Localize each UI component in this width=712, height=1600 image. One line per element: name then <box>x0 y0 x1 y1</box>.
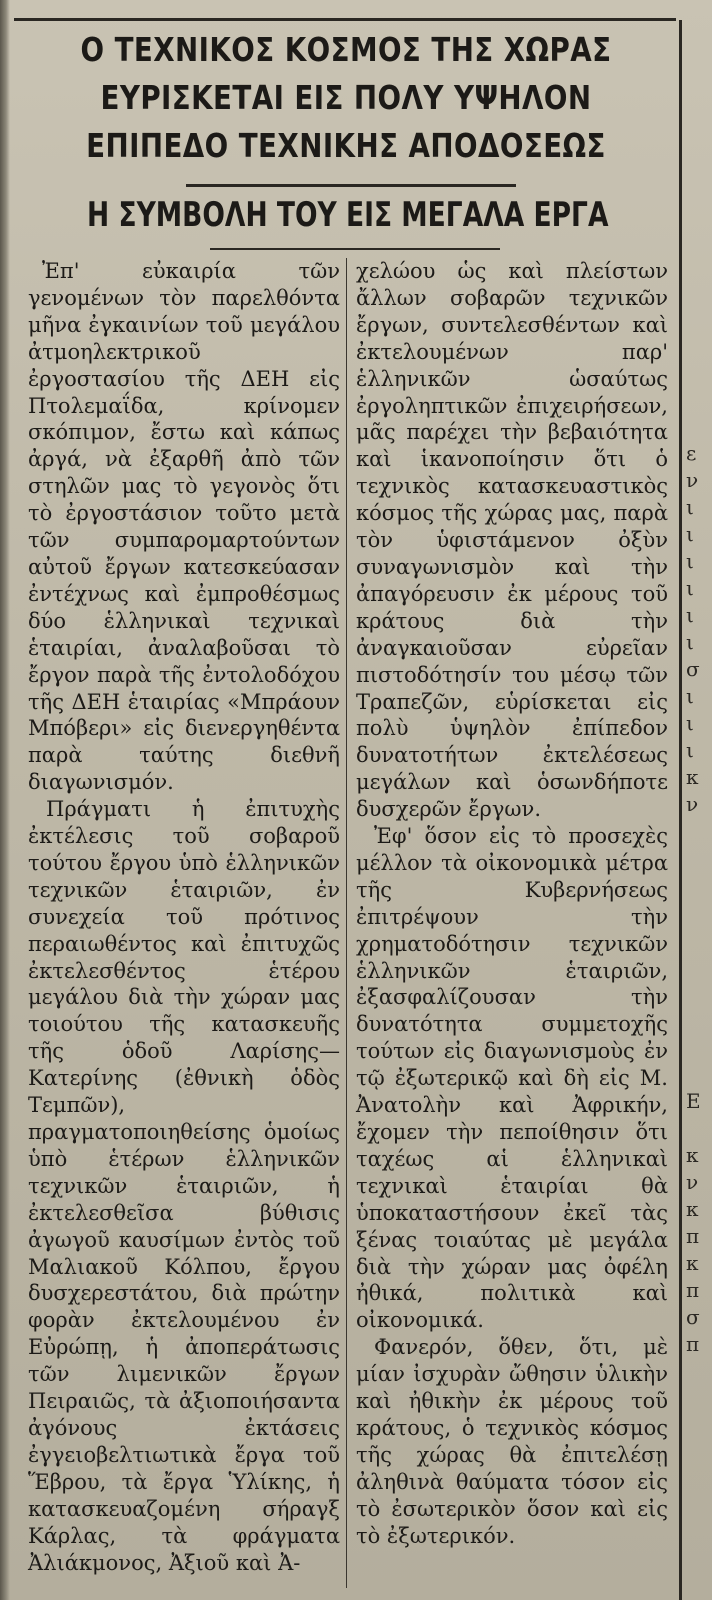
adjacent-column-glyph: ι <box>686 738 694 762</box>
adjacent-column-glyph <box>686 899 708 926</box>
adjacent-column-glyph: π <box>686 1332 700 1356</box>
column-rule-right <box>679 20 682 1600</box>
adjacent-column-glyph <box>686 872 708 899</box>
adjacent-column-glyph <box>686 818 708 845</box>
page-edge-shadow <box>0 0 10 1600</box>
adjacent-column-glyph: κ <box>686 1143 699 1167</box>
adjacent-column-glyph <box>686 845 708 872</box>
adjacent-column-glyph: ι <box>686 711 694 735</box>
adjacent-column-glyph <box>686 980 708 1007</box>
adjacent-column-glyph <box>686 1034 708 1061</box>
paragraph: Φανερόν, ὅθεν, ὅτι, μὲ μίαν ἰσχυρὰν ὤθησιν ὑλικὴν καὶ ἠθικὴν ἐκ μέρους τοῦ κράτους, ὁ τεχνικὸς κόσμος τῆς χώρας θὰ ἐπιτελέσῃ ἀληθινὰ θαύματα τόσον εἰς τὸ ἐσωτερικὸν ὅσον καὶ εἰς τὸ ἐξωτερικόν. <box>356 1335 668 1548</box>
adjacent-column-glyph: Ε <box>686 1089 701 1113</box>
adjacent-column-glyph: ε <box>686 441 697 465</box>
headline-line-2: ΕΥΡΙΣΚΕΤΑΙ ΕΙΣ ΠΟΛΥ ΥΨΗΛΟΝ <box>100 78 592 117</box>
headline-line-3: ΕΠΙΠΕΔΟ ΤΕΧΝΙΚΗΣ ΑΠΟΔΟΣΕΩΣ <box>86 126 606 165</box>
adjacent-column-glyph: κ <box>686 765 699 789</box>
adjacent-column-glyph <box>686 1007 708 1034</box>
adjacent-column-glyph <box>686 953 708 980</box>
paragraph: χελώου ὡς καὶ πλείστων ἄλλων σοβαρῶν τεχνικῶν ἔργων, συντελεσθέντων καὶ ἐκτελουμένων παρ' ἑλληνικῶν ὡσαύτως ἐργοληπτικῶν ἐπιχειρήσεων, μᾶς παρέχει τὴν βεβαιότητα καὶ ἱκανοποίησιν ὅτι ὁ τεχνικὸς κατασκευαστικὸς κόσμος τῆς χώρας μας, παρὰ τὸν ὑφιστάμενον ὀξὺν συναγωνισμὸν καὶ τὴν ἀπαγόρευσιν ἐκ μέρους τοῦ κράτους διὰ τὴν ἀναγκαιοῦσαν εὐρεῖαν πιστοδότησίν του μέσῳ τῶν Τραπεζῶν, εὑρίσκεται εἰς πολὺ ὑψηλὸν ἐπίπεδον δυνατοτήτων ἐκτελέσεως μεγάλων καὶ ὁσωνδήποτε δυσχερῶν ἔργων. <box>356 259 668 822</box>
paragraph: Ἐφ' ὅσον εἰς τὸ προσεχὲς μέλλον τὰ οἰκονομικὰ μέτρα τῆς Κυβερνήσεως ἐπιτρέψουν τὴν χρηματοδότησιν τεχνικῶν ἑλληνικῶν ἑταιριῶν, ἐξασφαλίζουσαν τὴν δυνατότητα συμμετοχῆς τούτων εἰς διαγωνισμοὺς ἐν τῷ ἐξωτερικῷ καὶ δὴ εἰς Μ. Ἀνατολὴν καὶ Ἀφρικήν, ἔχομεν τὴν πεποίθησιν ὅτι ταχέως αἱ ἑλληνικαὶ τεχνικαὶ ἑταιρίαι θὰ ὑποκαταστήσουν ἐκεῖ τὰς ξένας τοιαύτας μὲ μεγάλα διὰ τὴν χώραν μας ὀφέλη ἠθικά, πολιτικὰ καὶ οἰκονομικά. <box>356 824 668 1333</box>
adjacent-column-glyph: ν <box>686 468 699 492</box>
adjacent-column-glyph: π <box>686 1224 700 1248</box>
subheadline-separator <box>210 248 500 250</box>
paragraph: Πράγματι ἡ ἐπιτυχὴς ἐκτέλεσις τοῦ σοβαροῦ τούτου ἔργου ὑπὸ ἑλληνικῶν τεχνικῶν ἑταιριῶν, ἐν συνεχεία τοῦ πρότινος περαιωθέντος καὶ ἐπιτυχῶς ἐκτελεσθέντος ἑτέρου μεγάλου διὰ τὴν χώραν μας τοιούτου τῆς κατασκευῆς τῆς ὁδοῦ Λαρίσης—Κατερίνης (ἐθνικὴ ὁδὸς Τεμπῶν), πραγματοποιηθείσης ὁμοίως ὑπὸ ἑτέρων ἑλληνικῶν τεχνικῶν ἑταιριῶν, ἡ ἐκτελεσθεῖσα βύθισις ἀγωγοῦ καυσίμων ἐντὸς τοῦ Μαλιακοῦ Κόλπου, ἔργου δυσχερεστάτου, διὰ πρώτην φορὰν ἐκτελουμένου ἐν Εὐρώπῃ, ἡ ἀποπεράτωσις τῶν λιμενικῶν ἔργων Πειραιῶς, τὰ ἀξιοποιήσαντα ἀγόνους ἐκτάσεις ἐγγειοβελτιωτικὰ ἔργα τοῦ Ἕβρου, τὰ ἔργα Ὑλίκης, ἡ κατασκευαζομένη σήραγξ Κάρλας, τὰ φράγματα Ἀλιάκμονος, Ἀξιοῦ καὶ Ἀ- <box>28 797 340 1575</box>
adjacent-column-glyph: κ <box>686 1197 699 1221</box>
adjacent-column-glyph: ν <box>686 1170 699 1194</box>
headline-separator <box>186 184 516 187</box>
top-rule <box>14 18 676 21</box>
adjacent-column-glyph <box>686 1061 708 1088</box>
adjacent-column-glyph <box>686 926 708 953</box>
adjacent-column-glyph: κ <box>686 1251 699 1275</box>
subheadline: Η ΣΥΜΒΟΛΗ ΤΟΥ ΕΙΣ ΜΕΓΑΛΑ ΕΡΓΑ <box>87 195 609 235</box>
adjacent-column-glyph: ι <box>686 495 694 519</box>
adjacent-column-glyph: ι <box>686 684 694 708</box>
adjacent-column-glyph: ι <box>686 549 694 573</box>
adjacent-column-glyph: ι <box>686 522 694 546</box>
adjacent-column-fragment <box>686 440 708 1358</box>
paragraph: Ἐπ' εὐκαιρία τῶν γενομένων τὸν παρελθόντα μῆνα ἐγκαινίων τοῦ μεγάλου ἀτμοηλεκτρικοῦ ἐργοστασίου τῆς ΔΕΗ εἰς Πτολεμαΐδα, κρίνομεν σκόπιμον, ἔστω καὶ κάπως ἀργά, νὰ ἐξαρθῆ ἀπὸ τῶν στηλῶν μας τὸ γεγονὸς ὅτι τὸ ἐργοστάσιον τοῦτο μετὰ τῶν συμπαρομαρτούντων αὐτοῦ ἔργων κατεσκεύασαν ἐντέχνως καὶ ἐμπροθέσμως δύο ἑλληνικαὶ τεχνικαὶ ἑταιρίαι, ἀναλαβοῦσαι τὸ ἔργον παρὰ τῆς ἐντολοδόχου τῆς ΔΕΗ ἑταιρίας «Μπράουν Μπόβερι» εἰς διενεργηθέντα παρὰ ταύτης διεθνῆ διαγωνισμόν. <box>28 259 340 795</box>
adjacent-column-glyph: ι <box>686 630 694 654</box>
column-divider <box>346 258 347 1588</box>
adjacent-column-glyph <box>686 1115 708 1142</box>
headline-line-1: Ο ΤΕΧΝΙΚΟΣ ΚΟΣΜΟΣ ΤΗΣ ΧΩΡΑΣ <box>80 30 612 69</box>
adjacent-column-glyph: ν <box>686 792 699 816</box>
adjacent-column-glyph: σ <box>686 1305 700 1329</box>
article-column-right <box>356 258 668 1550</box>
adjacent-column-glyph: ι <box>686 603 694 627</box>
article-column-left <box>28 258 340 1576</box>
adjacent-column-glyph: ι <box>686 576 694 600</box>
headline <box>67 26 625 170</box>
adjacent-column-glyph: σ <box>686 657 700 681</box>
adjacent-column-glyph: π <box>686 1278 700 1302</box>
